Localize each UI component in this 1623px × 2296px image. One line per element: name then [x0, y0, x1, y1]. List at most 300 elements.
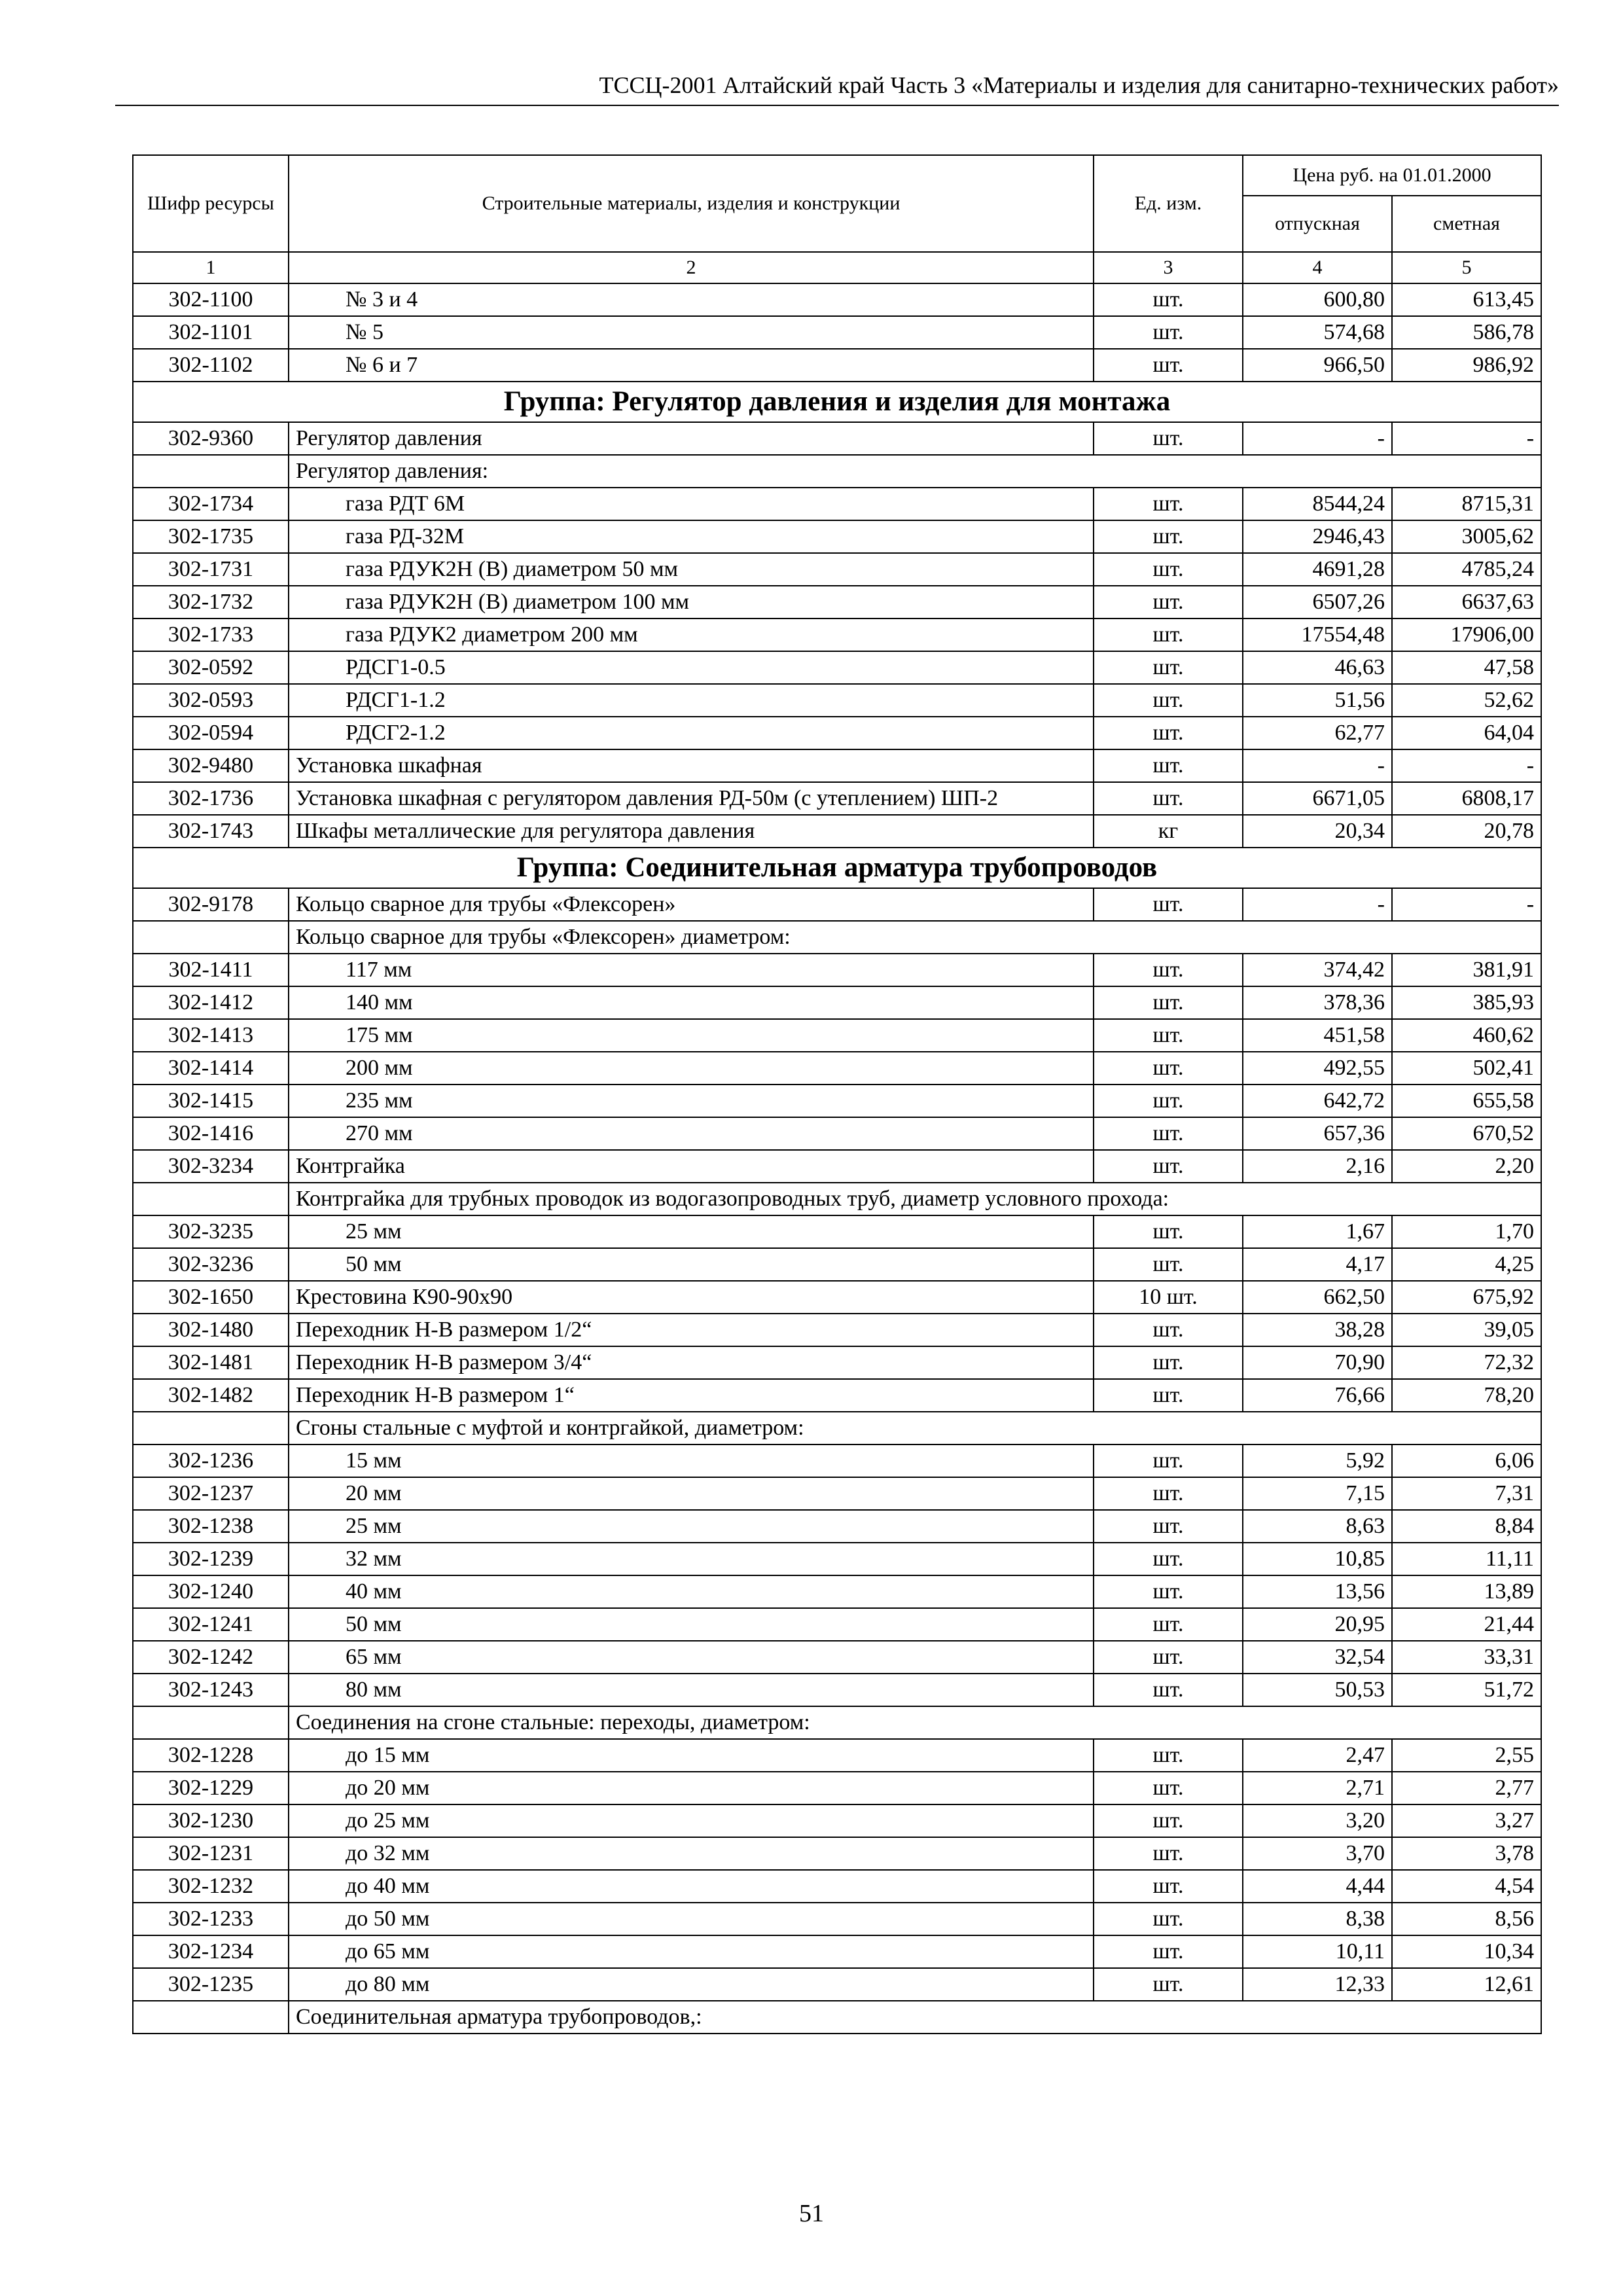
table-row: [133, 520, 1541, 553]
subheading-text: Кольцо сварное для трубы «Флексорен» диаметром:: [289, 921, 1541, 954]
name-cell: 270 мм: [289, 1117, 1094, 1150]
code-cell: 302-1242: [133, 1641, 289, 1674]
table-row: [133, 553, 1541, 586]
unit-cell: шт.: [1094, 1772, 1243, 1804]
empty-cell: [133, 921, 289, 954]
code-cell: 302-9178: [133, 888, 289, 921]
code-cell: 302-1229: [133, 1772, 289, 1804]
table-row: [133, 1968, 1541, 2001]
table-row: [133, 1935, 1541, 1968]
code-cell: 302-1411: [133, 954, 289, 986]
unit-cell: шт.: [1094, 1543, 1243, 1575]
subheading-text: Соединения на сгоне стальные: переходы, диаметром:: [289, 1706, 1541, 1739]
price-table: [132, 154, 1542, 2034]
name-cell: Переходник Н-В размером 1/2“: [289, 1314, 1094, 1346]
release-price-cell: 4,44: [1243, 1870, 1392, 1903]
estimate-price-cell: 8,56: [1392, 1903, 1541, 1935]
release-price-cell: 3,20: [1243, 1804, 1392, 1837]
name-cell: Шкафы металлические для регулятора давления: [289, 815, 1094, 848]
unit-cell: шт.: [1094, 717, 1243, 749]
unit-cell: шт.: [1094, 1575, 1243, 1608]
code-cell: 302-1230: [133, 1804, 289, 1837]
name-cell: до 80 мм: [289, 1968, 1094, 2001]
unit-cell: шт.: [1094, 1248, 1243, 1281]
table-row: [133, 782, 1541, 815]
name-cell: до 40 мм: [289, 1870, 1094, 1903]
estimate-price-cell: 6637,63: [1392, 586, 1541, 619]
name-cell: 40 мм: [289, 1575, 1094, 1608]
table-row: [133, 717, 1541, 749]
name-cell: газа РД-32М: [289, 520, 1094, 553]
table-row: [133, 1608, 1541, 1641]
code-cell: 302-1240: [133, 1575, 289, 1608]
unit-cell: шт.: [1094, 316, 1243, 349]
unit-cell: шт.: [1094, 1903, 1243, 1935]
name-cell: до 15 мм: [289, 1739, 1094, 1772]
code-cell: 302-1102: [133, 349, 289, 382]
table-row: [133, 954, 1541, 986]
name-cell: 20 мм: [289, 1477, 1094, 1510]
release-price-cell: 374,42: [1243, 954, 1392, 986]
table-row: [133, 1215, 1541, 1248]
group-title: Группа: Соединительная арматура трубопроводов: [133, 848, 1541, 888]
estimate-price-cell: 33,31: [1392, 1641, 1541, 1674]
code-cell: 302-1735: [133, 520, 289, 553]
estimate-price-cell: 670,52: [1392, 1117, 1541, 1150]
release-price-cell: 642,72: [1243, 1085, 1392, 1117]
unit-cell: шт.: [1094, 1477, 1243, 1510]
name-cell: 50 мм: [289, 1608, 1094, 1641]
release-price-cell: 6507,26: [1243, 586, 1392, 619]
unit-cell: шт.: [1094, 1117, 1243, 1150]
column-index: 3: [1094, 252, 1243, 283]
empty-cell: [133, 455, 289, 488]
estimate-price-cell: 675,92: [1392, 1281, 1541, 1314]
page-number: 51: [799, 2200, 824, 2227]
code-cell: 302-1650: [133, 1281, 289, 1314]
group-heading-row: [133, 382, 1541, 422]
estimate-price-cell: 381,91: [1392, 954, 1541, 986]
column-index-row: [133, 252, 1541, 283]
unit-cell: шт.: [1094, 553, 1243, 586]
name-cell: РДСГ1-0.5: [289, 651, 1094, 684]
code-cell: 302-1734: [133, 488, 289, 520]
table-header: [133, 155, 1541, 283]
estimate-price-cell: -: [1392, 422, 1541, 455]
unit-cell: шт.: [1094, 782, 1243, 815]
table-row: [133, 1379, 1541, 1412]
name-cell: РДСГ1-1.2: [289, 684, 1094, 717]
subheading-text: Контргайка для трубных проводок из водогазопроводных труб, диаметр условного прохода:: [289, 1183, 1541, 1215]
release-price-cell: 7,15: [1243, 1477, 1392, 1510]
table-row: [133, 1739, 1541, 1772]
column-index: 5: [1392, 252, 1541, 283]
empty-cell: [133, 1183, 289, 1215]
column-header-unit: Ед. изм.: [1094, 155, 1243, 252]
unit-cell: шт.: [1094, 1444, 1243, 1477]
unit-cell: шт.: [1094, 954, 1243, 986]
name-cell: Крестовина К90-90х90: [289, 1281, 1094, 1314]
table-row: [133, 1575, 1541, 1608]
release-price-cell: 62,77: [1243, 717, 1392, 749]
unit-cell: шт.: [1094, 1641, 1243, 1674]
code-cell: 302-0593: [133, 684, 289, 717]
unit-cell: кг: [1094, 815, 1243, 848]
release-price-cell: 4691,28: [1243, 553, 1392, 586]
table-row: [133, 586, 1541, 619]
table-row: [133, 1837, 1541, 1870]
running-header: ТССЦ-2001 Алтайский край Часть 3 «Материалы и изделия для санитарно-технических работ»: [115, 71, 1559, 106]
subheading-text: Регулятор давления:: [289, 455, 1541, 488]
estimate-price-cell: 385,93: [1392, 986, 1541, 1019]
release-price-cell: 50,53: [1243, 1674, 1392, 1706]
unit-cell: шт.: [1094, 1019, 1243, 1052]
release-price-cell: 38,28: [1243, 1314, 1392, 1346]
code-cell: 302-9480: [133, 749, 289, 782]
release-price-cell: 8544,24: [1243, 488, 1392, 520]
name-cell: 80 мм: [289, 1674, 1094, 1706]
table-row: [133, 815, 1541, 848]
name-cell: Установка шкафная с регулятором давления РД-50м (с утеплением) ШП-2: [289, 782, 1094, 815]
estimate-price-cell: 6808,17: [1392, 782, 1541, 815]
table-row: [133, 1772, 1541, 1804]
unit-cell: 10 шт.: [1094, 1281, 1243, 1314]
estimate-price-cell: 20,78: [1392, 815, 1541, 848]
column-index: 1: [133, 252, 289, 283]
estimate-price-cell: 64,04: [1392, 717, 1541, 749]
release-price-cell: 17554,48: [1243, 619, 1392, 651]
release-price-cell: 46,63: [1243, 651, 1392, 684]
name-cell: Контргайка: [289, 1150, 1094, 1183]
name-cell: № 5: [289, 316, 1094, 349]
unit-cell: шт.: [1094, 1935, 1243, 1968]
unit-cell: шт.: [1094, 283, 1243, 316]
release-price-cell: 76,66: [1243, 1379, 1392, 1412]
table-row: [133, 316, 1541, 349]
estimate-price-cell: 7,31: [1392, 1477, 1541, 1510]
release-price-cell: 10,85: [1243, 1543, 1392, 1575]
code-cell: 302-0594: [133, 717, 289, 749]
unit-cell: шт.: [1094, 1085, 1243, 1117]
table-row: [133, 684, 1541, 717]
unit-cell: шт.: [1094, 1379, 1243, 1412]
table-row: [133, 1477, 1541, 1510]
name-cell: 140 мм: [289, 986, 1094, 1019]
subheading-row: [133, 1183, 1541, 1215]
code-cell: 302-3236: [133, 1248, 289, 1281]
unit-cell: шт.: [1094, 520, 1243, 553]
estimate-price-cell: 8,84: [1392, 1510, 1541, 1543]
column-header-code: Шифр ресурсы: [133, 155, 289, 252]
code-cell: 302-0592: [133, 651, 289, 684]
table-row: [133, 1085, 1541, 1117]
name-cell: 50 мм: [289, 1248, 1094, 1281]
column-index: 2: [289, 252, 1094, 283]
subheading-row: [133, 921, 1541, 954]
name-cell: газа РДУК2 диаметром 200 мм: [289, 619, 1094, 651]
table-row: [133, 1641, 1541, 1674]
unit-cell: шт.: [1094, 619, 1243, 651]
code-cell: 302-1228: [133, 1739, 289, 1772]
table-row: [133, 749, 1541, 782]
table-row: [133, 1346, 1541, 1379]
code-cell: 302-1101: [133, 316, 289, 349]
unit-cell: шт.: [1094, 684, 1243, 717]
name-cell: 32 мм: [289, 1543, 1094, 1575]
unit-cell: шт.: [1094, 651, 1243, 684]
group-title: Группа: Регулятор давления и изделия для монтажа: [133, 382, 1541, 422]
estimate-price-cell: 613,45: [1392, 283, 1541, 316]
subheading-text: Сгоны стальные с муфтой и контргайкой, диаметром:: [289, 1412, 1541, 1444]
estimate-price-cell: -: [1392, 749, 1541, 782]
name-cell: 235 мм: [289, 1085, 1094, 1117]
name-cell: до 65 мм: [289, 1935, 1094, 1968]
subheading-row: [133, 2001, 1541, 2034]
code-cell: 302-1239: [133, 1543, 289, 1575]
empty-cell: [133, 2001, 289, 2034]
name-cell: № 3 и 4: [289, 283, 1094, 316]
name-cell: Кольцо сварное для трубы «Флексорен»: [289, 888, 1094, 921]
table-row: [133, 888, 1541, 921]
estimate-price-cell: 21,44: [1392, 1608, 1541, 1641]
table-row: [133, 283, 1541, 316]
name-cell: до 32 мм: [289, 1837, 1094, 1870]
release-price-cell: 657,36: [1243, 1117, 1392, 1150]
name-cell: газа РДТ 6М: [289, 488, 1094, 520]
release-price-cell: 2,47: [1243, 1739, 1392, 1772]
code-cell: 302-1237: [133, 1477, 289, 1510]
code-cell: 302-1236: [133, 1444, 289, 1477]
name-cell: 15 мм: [289, 1444, 1094, 1477]
table-row: [133, 422, 1541, 455]
table-row: [133, 488, 1541, 520]
unit-cell: шт.: [1094, 986, 1243, 1019]
release-price-cell: 378,36: [1243, 986, 1392, 1019]
release-price-cell: 6671,05: [1243, 782, 1392, 815]
release-price-cell: 1,67: [1243, 1215, 1392, 1248]
estimate-price-cell: 2,77: [1392, 1772, 1541, 1804]
unit-cell: шт.: [1094, 1052, 1243, 1085]
estimate-price-cell: 2,20: [1392, 1150, 1541, 1183]
estimate-price-cell: 52,62: [1392, 684, 1541, 717]
empty-cell: [133, 1706, 289, 1739]
code-cell: 302-1736: [133, 782, 289, 815]
code-cell: 302-1731: [133, 553, 289, 586]
release-price-cell: 51,56: [1243, 684, 1392, 717]
name-cell: 200 мм: [289, 1052, 1094, 1085]
unit-cell: шт.: [1094, 1215, 1243, 1248]
estimate-price-cell: 11,11: [1392, 1543, 1541, 1575]
group-heading-row: [133, 848, 1541, 888]
estimate-price-cell: 4,54: [1392, 1870, 1541, 1903]
code-cell: 302-1412: [133, 986, 289, 1019]
table-row: [133, 1052, 1541, 1085]
name-cell: 25 мм: [289, 1510, 1094, 1543]
release-price-cell: 2,71: [1243, 1772, 1392, 1804]
release-price-cell: 4,17: [1243, 1248, 1392, 1281]
unit-cell: шт.: [1094, 349, 1243, 382]
unit-cell: шт.: [1094, 488, 1243, 520]
unit-cell: шт.: [1094, 1608, 1243, 1641]
table-row: [133, 349, 1541, 382]
name-cell: Переходник Н-В размером 1“: [289, 1379, 1094, 1412]
unit-cell: шт.: [1094, 1510, 1243, 1543]
table-row: [133, 1543, 1541, 1575]
code-cell: 302-3234: [133, 1150, 289, 1183]
release-price-cell: 20,34: [1243, 815, 1392, 848]
estimate-price-cell: 586,78: [1392, 316, 1541, 349]
release-price-cell: 2946,43: [1243, 520, 1392, 553]
table-row: [133, 1870, 1541, 1903]
release-price-cell: 32,54: [1243, 1641, 1392, 1674]
empty-cell: [133, 1412, 289, 1444]
estimate-price-cell: 10,34: [1392, 1935, 1541, 1968]
release-price-cell: 662,50: [1243, 1281, 1392, 1314]
table-row: [133, 986, 1541, 1019]
release-price-cell: -: [1243, 422, 1392, 455]
estimate-price-cell: 17906,00: [1392, 619, 1541, 651]
table-row: [133, 1674, 1541, 1706]
column-header-name: Строительные материалы, изделия и конструкции: [289, 155, 1094, 252]
code-cell: 302-1415: [133, 1085, 289, 1117]
table-row: [133, 1248, 1541, 1281]
name-cell: до 20 мм: [289, 1772, 1094, 1804]
table-row: [133, 651, 1541, 684]
code-cell: 302-3235: [133, 1215, 289, 1248]
table-row: [133, 1903, 1541, 1935]
release-price-cell: 10,11: [1243, 1935, 1392, 1968]
subheading-row: [133, 1706, 1541, 1739]
code-cell: 302-1481: [133, 1346, 289, 1379]
table-row: [133, 619, 1541, 651]
release-price-cell: -: [1243, 888, 1392, 921]
name-cell: Переходник Н-В размером 3/4“: [289, 1346, 1094, 1379]
name-cell: РДСГ2-1.2: [289, 717, 1094, 749]
release-price-cell: 3,70: [1243, 1837, 1392, 1870]
table-row: [133, 1150, 1541, 1183]
unit-cell: шт.: [1094, 1314, 1243, 1346]
estimate-price-cell: 3005,62: [1392, 520, 1541, 553]
code-cell: 302-1480: [133, 1314, 289, 1346]
release-price-cell: 8,38: [1243, 1903, 1392, 1935]
estimate-price-cell: 6,06: [1392, 1444, 1541, 1477]
release-price-cell: 492,55: [1243, 1052, 1392, 1085]
table-row: [133, 1444, 1541, 1477]
estimate-price-cell: 2,55: [1392, 1739, 1541, 1772]
unit-cell: шт.: [1094, 422, 1243, 455]
estimate-price-cell: 4785,24: [1392, 553, 1541, 586]
subheading-text: Соединительная арматура трубопроводов,:: [289, 2001, 1541, 2034]
name-cell: 175 мм: [289, 1019, 1094, 1052]
unit-cell: шт.: [1094, 586, 1243, 619]
subheading-row: [133, 455, 1541, 488]
code-cell: 302-1233: [133, 1903, 289, 1935]
release-price-cell: 966,50: [1243, 349, 1392, 382]
code-cell: 302-9360: [133, 422, 289, 455]
table-row: [133, 1019, 1541, 1052]
release-price-cell: 13,56: [1243, 1575, 1392, 1608]
code-cell: 302-1231: [133, 1837, 289, 1870]
unit-cell: шт.: [1094, 749, 1243, 782]
name-cell: 65 мм: [289, 1641, 1094, 1674]
name-cell: № 6 и 7: [289, 349, 1094, 382]
unit-cell: шт.: [1094, 888, 1243, 921]
name-cell: до 25 мм: [289, 1804, 1094, 1837]
code-cell: 302-1243: [133, 1674, 289, 1706]
code-cell: 302-1232: [133, 1870, 289, 1903]
column-index: 4: [1243, 252, 1392, 283]
estimate-price-cell: -: [1392, 888, 1541, 921]
table-row: [133, 1510, 1541, 1543]
code-cell: 302-1733: [133, 619, 289, 651]
estimate-price-cell: 502,41: [1392, 1052, 1541, 1085]
estimate-price-cell: 39,05: [1392, 1314, 1541, 1346]
table-row: [133, 1281, 1541, 1314]
name-cell: 25 мм: [289, 1215, 1094, 1248]
release-price-cell: 70,90: [1243, 1346, 1392, 1379]
code-cell: 302-1414: [133, 1052, 289, 1085]
release-price-cell: 2,16: [1243, 1150, 1392, 1183]
estimate-price-cell: 8715,31: [1392, 488, 1541, 520]
estimate-price-cell: 12,61: [1392, 1968, 1541, 2001]
name-cell: Установка шкафная: [289, 749, 1094, 782]
column-header-price-group: Цена руб. на 01.01.2000: [1243, 155, 1541, 196]
release-price-cell: -: [1243, 749, 1392, 782]
column-header-estimate-price: сметная: [1392, 196, 1541, 252]
release-price-cell: 8,63: [1243, 1510, 1392, 1543]
unit-cell: шт.: [1094, 1870, 1243, 1903]
table-row: [133, 1804, 1541, 1837]
name-cell: до 50 мм: [289, 1903, 1094, 1935]
estimate-price-cell: 3,27: [1392, 1804, 1541, 1837]
estimate-price-cell: 72,32: [1392, 1346, 1541, 1379]
table-row: [133, 1117, 1541, 1150]
estimate-price-cell: 655,58: [1392, 1085, 1541, 1117]
unit-cell: шт.: [1094, 1739, 1243, 1772]
code-cell: 302-1416: [133, 1117, 289, 1150]
unit-cell: шт.: [1094, 1150, 1243, 1183]
unit-cell: шт.: [1094, 1674, 1243, 1706]
estimate-price-cell: 4,25: [1392, 1248, 1541, 1281]
table-body: [133, 283, 1541, 2034]
name-cell: газа РДУК2Н (В) диаметром 100 мм: [289, 586, 1094, 619]
code-cell: 302-1732: [133, 586, 289, 619]
table-row: [133, 1314, 1541, 1346]
unit-cell: шт.: [1094, 1346, 1243, 1379]
subheading-row: [133, 1412, 1541, 1444]
estimate-price-cell: 986,92: [1392, 349, 1541, 382]
name-cell: газа РДУК2Н (В) диаметром 50 мм: [289, 553, 1094, 586]
release-price-cell: 600,80: [1243, 283, 1392, 316]
estimate-price-cell: 47,58: [1392, 651, 1541, 684]
column-header-release-price: отпускная: [1243, 196, 1392, 252]
release-price-cell: 12,33: [1243, 1968, 1392, 2001]
unit-cell: шт.: [1094, 1837, 1243, 1870]
estimate-price-cell: 13,89: [1392, 1575, 1541, 1608]
release-price-cell: 574,68: [1243, 316, 1392, 349]
code-cell: 302-1413: [133, 1019, 289, 1052]
code-cell: 302-1100: [133, 283, 289, 316]
code-cell: 302-1743: [133, 815, 289, 848]
unit-cell: шт.: [1094, 1804, 1243, 1837]
code-cell: 302-1482: [133, 1379, 289, 1412]
release-price-cell: 5,92: [1243, 1444, 1392, 1477]
code-cell: 302-1241: [133, 1608, 289, 1641]
code-cell: 302-1234: [133, 1935, 289, 1968]
price-table-container: [132, 154, 1541, 2034]
estimate-price-cell: 460,62: [1392, 1019, 1541, 1052]
name-cell: Регулятор давления: [289, 422, 1094, 455]
